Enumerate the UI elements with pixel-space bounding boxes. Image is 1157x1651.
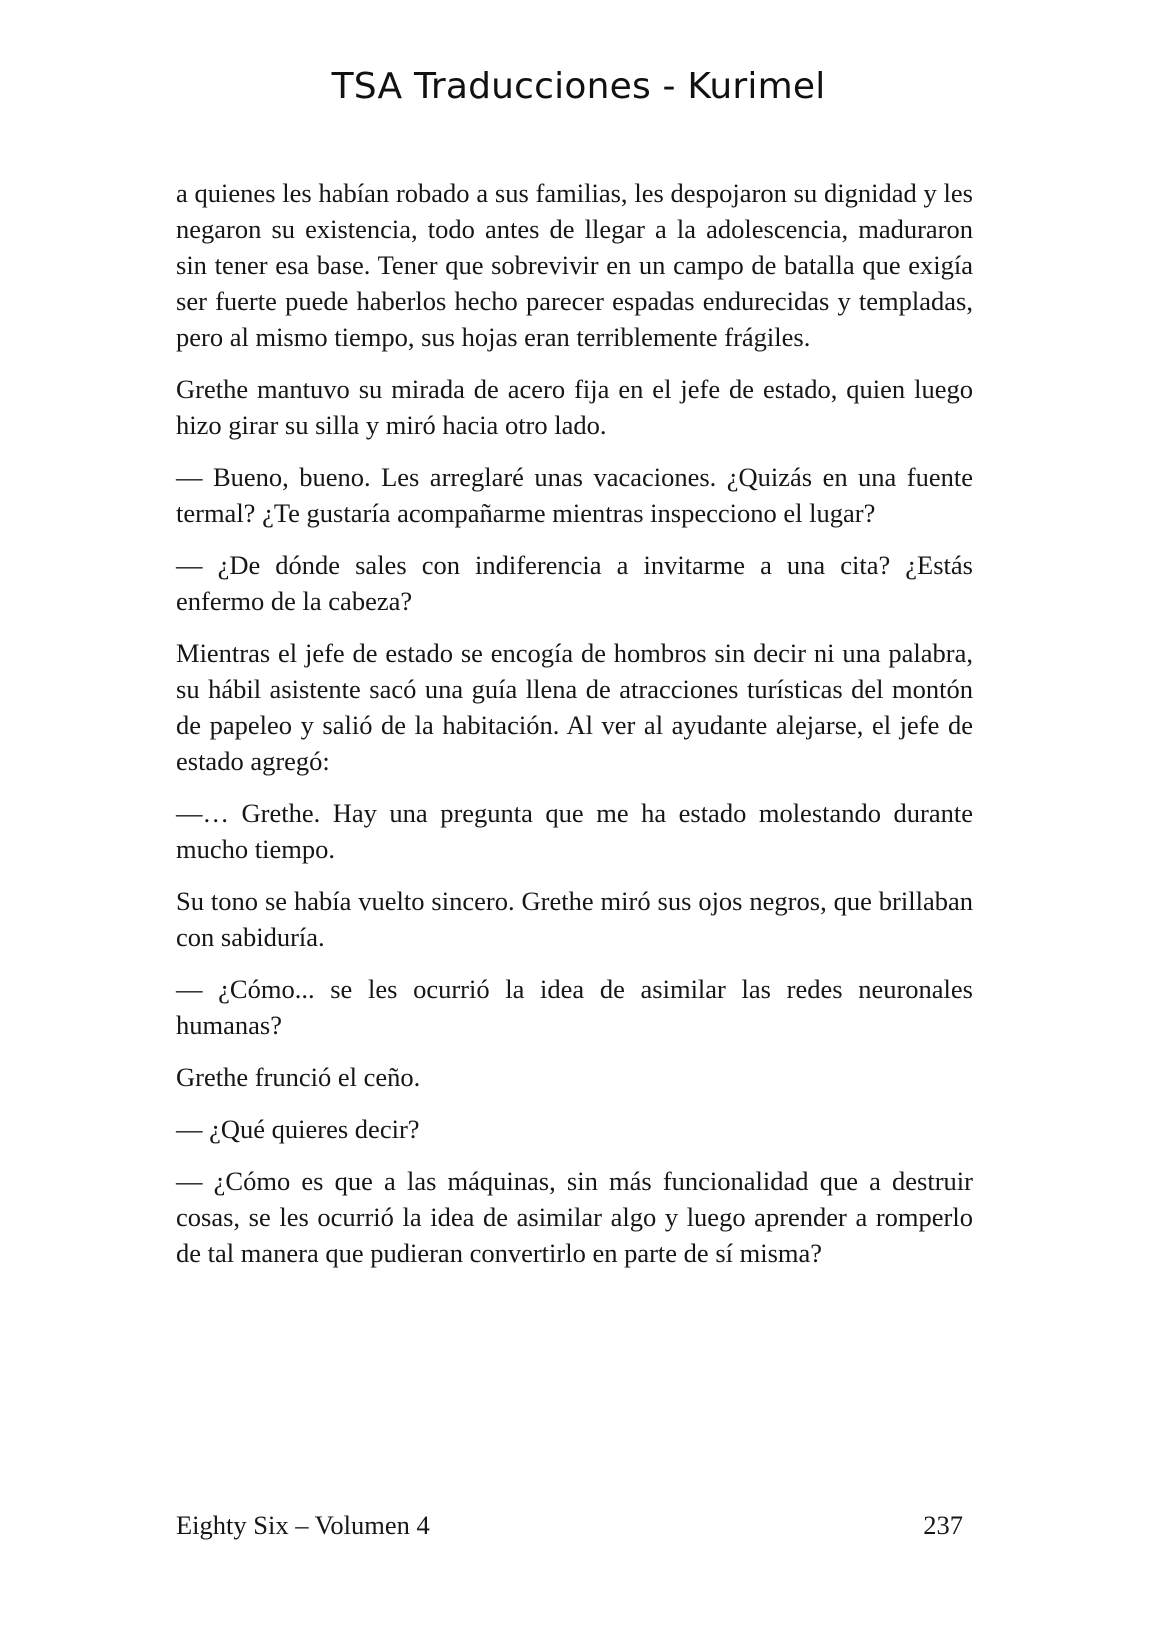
paragraph: — ¿Cómo es que a las máquinas, sin más funcionalidad que a destruir cosas, se les ocurrió la idea de asimilar algo y luego aprender a romperlo de tal manera que pudieran convertirlo en parte de sí misma? — [176, 1166, 973, 1268]
paragraph: — ¿Cómo... se les ocurrió la idea de asimilar las redes neuronales humanas? — [176, 974, 973, 1040]
paragraph: —… Grethe. Hay una pregunta que me ha estado molestando durante mucho tiempo. — [176, 798, 973, 864]
paragraph: a quienes les habían robado a sus familias, les despojaron su dignidad y les negaron su existencia, todo antes de llegar a la adolescencia, maduraron sin tener esa base. Tener que sobrevivir en un campo de batalla que exigía ser fuerte puede haberlos hecho parecer espadas endurecidas y templadas, pero al mismo tiempo, sus hojas eran terriblemente frágiles. — [176, 178, 973, 352]
paragraph: — ¿Qué quieres decir? — [176, 1114, 420, 1144]
paragraph: Mientras el jefe de estado se encogía de hombros sin decir ni una palabra, su hábil asistente sacó una guía llena de atracciones turísticas del montón de papeleo y salió de la habitación. Al ver al ayudante alejarse, el jefe de estado agregó: — [176, 638, 973, 776]
paragraph: — ¿De dónde sales con indiferencia a invitarme a una cita? ¿Estás enfermo de la cabeza? — [176, 550, 973, 616]
paragraph: Su tono se había vuelto sincero. Grethe miró sus ojos negros, que brillaban con sabiduría. — [176, 886, 973, 952]
paragraph: — Bueno, bueno. Les arreglaré unas vacaciones. ¿Quizás en una fuente termal? ¿Te gustaría acompañarme mientras inspecciono el lugar? — [176, 462, 973, 528]
footer-book-title: Eighty Six – Volumen 4 — [176, 1510, 430, 1540]
page-body — [176, 175, 973, 1287]
page-header-title: TSA Traducciones - Kurimel — [331, 66, 826, 107]
paragraph: Grethe mantuvo su mirada de acero fija en el jefe de estado, quien luego hizo girar su silla y miró hacia otro lado. — [176, 374, 973, 440]
paragraph: Grethe frunció el ceño. — [176, 1062, 421, 1092]
footer-page-number: 237 — [923, 1510, 963, 1540]
